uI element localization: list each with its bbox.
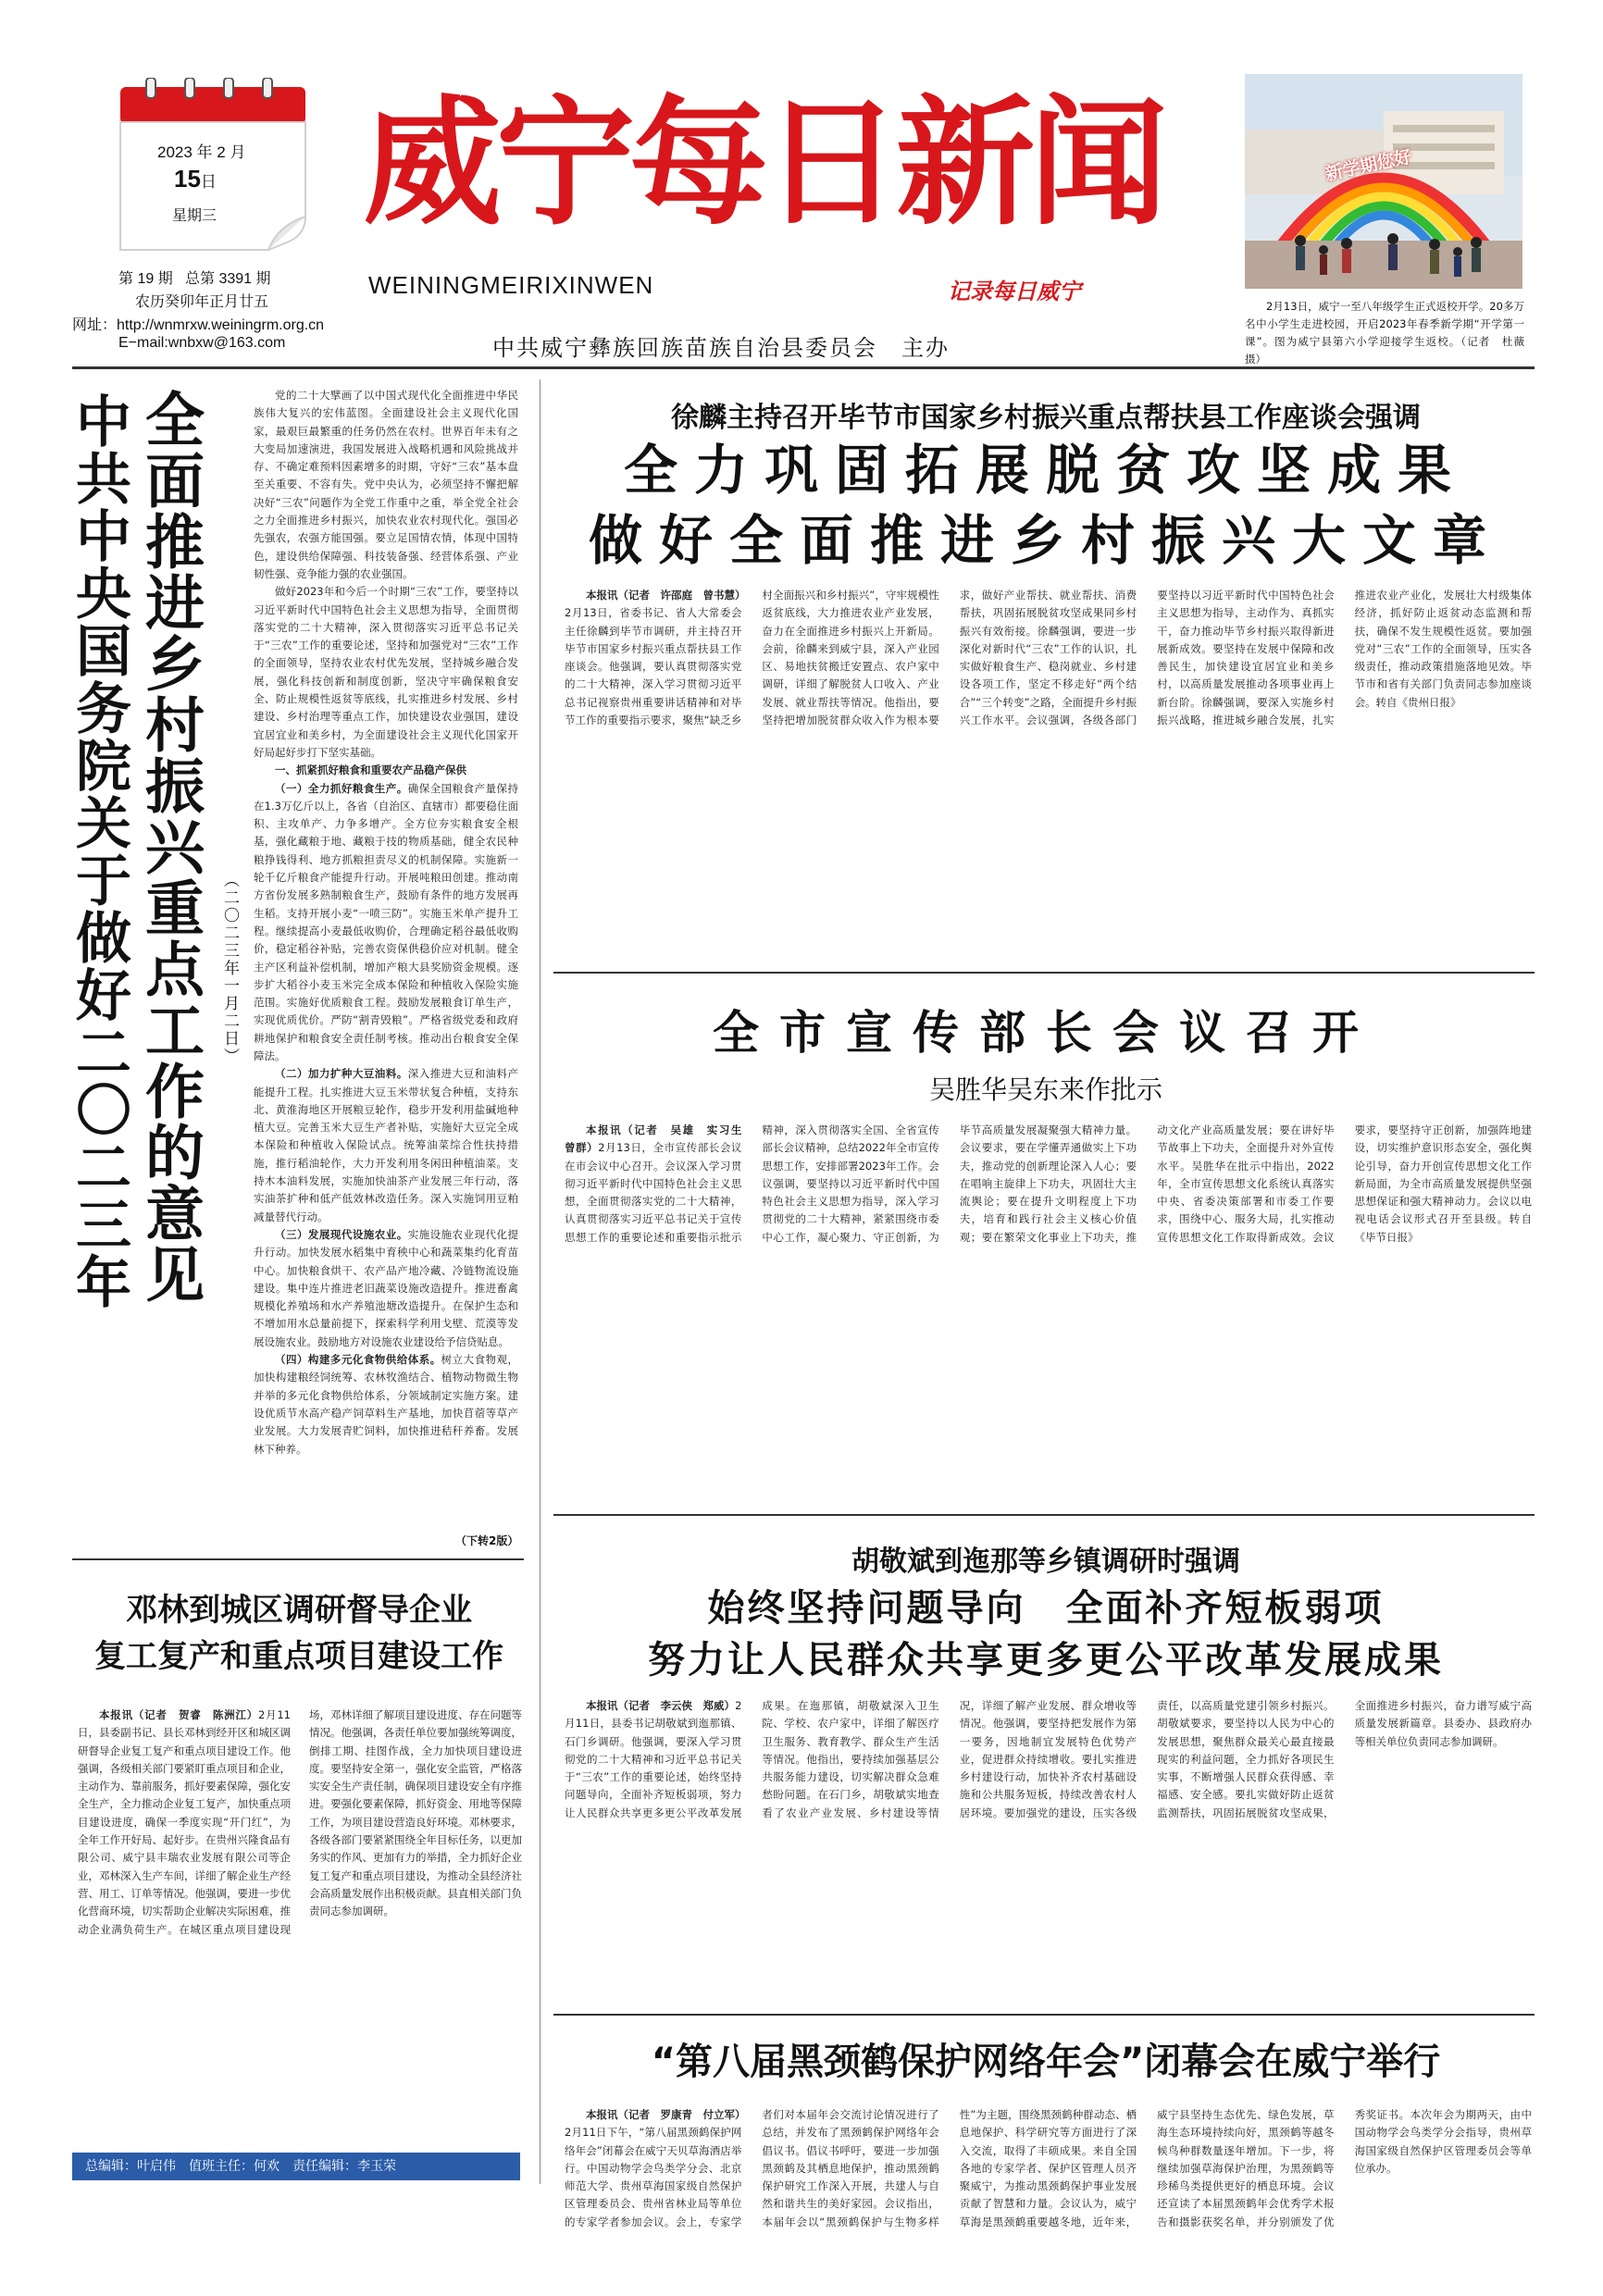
bottom-right-paragraph [565,2106,1532,2231]
bottom-left-text: 2月11日，县委副书记、县长邓林到经开区和城区调研督导企业复工复产和重点项目建设工作。他强调，各级相关部门要紧盯重点项目和企业，主动作为、靠前服务，抓好要素保障，强化安全生产，全力推动企业复工复产，加快重点项目建设进度，确保一季度实现“开门红”，为全年工作开好局、起好步。在贵州兴隆食品有限公司、威宁县丰瑞农业发展有限公司等企业，邓林深入生产车间，详细了解企业生产经营、用工、订单等情况。他强调，要进一步优化营商环境，切实帮助企业解决实际困难，推动企业满负荷生产。在城区重点项目建设现场，邓林详细了解项目建设进度、存在问题等情况。他强调，各责任单位要加强统筹调度，倒排工期、挂图作战，全力加快项目建设进度。要坚持安全第一，强化安全监管，严格落实安全生产责任制，确保项目建设安全有序推进。要强化要素保障，抓好资金、用地等保障工作，为项目建设营造良好环境。邓林要求，各级各部门要紧紧围绕全年目标任务，以更加务实的作风、更加有力的举措，全力抓好企业复工复产和重点项目建设，为推动全县经济社会高质量发展作出积极贡献。县直相关部门负责同志参加调研。 [78,1708,522,1936]
left-article-paragraph [254,780,518,1066]
issue-date: 2023 年 2 月 [157,143,246,161]
issue-day-number: 15 [174,165,201,192]
main1-headline1: 全力巩固拓展脱贫攻坚成果 [623,439,1468,502]
left-article-paragraph: 党的二十大擘画了以中国式现代化全面推进中华民族伟大复兴的宏伟蓝图。全面建设社会主义现代化国家，最艰巨最繁重的任务仍然在农村。世界百年未有之大变局加速演进，我国发展进入战略机遇和风险挑战并存、不确定难预料因素增多的时期，守好“三农”基本盘至关重要、不容有失。党中央认为，必须坚持不懈把解决好“三农”问题作为全党工作重中之重，举全党全社会之力全面推进乡村振兴，加快农业农村现代化。强国必先强农，农强方能国强。要立足国情农情，体现中国特色，建设供给保障强、科技装备强、经营体系强、产业韧性强、竞争能力强的农业强国。 [254,389,518,580]
newspaper-title: 威宁每日新闻 [363,81,1163,244]
editor-footer [72,2153,520,2180]
masthead-photo [1245,74,1522,289]
main3-headline2: 努力让人民群众共享更多更公平改革发展成果 [648,1639,1444,1682]
masthead-divider [72,366,1535,369]
subsection-title: （一）全力抓好粮食生产。 [275,781,408,795]
photo-caption: 2月13日，威宁一至八年级学生正式返校开学。20多万名中小学生走进校园，开启2023年春季新学期“开学第一课”。图为威宁县第六小学迎接学生返校。（记者 杜薇 摄） [1245,300,1535,366]
subsection-text: 深入推进大豆和油料产能提升工程。扎实推进大豆玉米带状复合种植，支持东北、黄淮海地区开展粮豆轮作，稳步开发利用盐碱地种植大豆。完善玉米大豆生产者补贴，实施好大豆完全成本保险和种植收入保险试点。统筹油菜综合性扶持措施，推行稻油轮作，大力开发利用冬闲田种植油菜。支持木本油料发展，实施加快油茶产业发展三年行动，落实油茶扩种和低产低效林改造任务。深入实施饲用豆粕减量替代行动。 [254,1067,518,1223]
main1-text: 2月13日，省委书记、省人大常委会主任徐麟到毕节市调研，并主持召开毕节市国家乡村振兴重点帮扶县工作座谈会。他强调，要认真贯彻落实党的二十大精神，深入学习贯彻习近平总书记视察贵州重要讲话精神和对毕节工作的重要指示要求，聚焦“缺乏乡村全面振兴和乡村振兴”，守牢规模性返贫底线，大力推进农业产业发展，奋力在全面推进乡村振兴上开新局。会前，徐麟来到威宁县，深入产业园区、易地扶贫搬迁安置点、农户家中调研，详细了解脱贫人口收入、产业发展、就业帮扶等情况。他指出，要坚持把增加脱贫群众收入作为根本要求，做好产业帮扶、就业帮扶、消费帮扶，巩固拓展脱贫攻坚成果同乡村振兴有效衔接。徐麟强调，要进一步深化对新时代“三农”工作的认识，扎实做好粮食生产、稳岗就业、乡村建设各项工作，坚定不移走好“两个结合”“三个转变”之路，全面提升乡村振兴工作水平。会议强调，各级各部门要坚持以习近平新时代中国特色社会主义思想为指导，主动作为、真抓实干，奋力推动毕节乡村振兴取得新进展新成效。要坚持在发展中保障和改善民生，加快建设宜居宜业和美乡村，以高质量发展推动各项事业再上新台阶。徐麟强调，要深入实施乡村振兴战略，推进城乡融合发展，扎实推进农业产业化，发展壮大村级集体经济，抓好防止返贫动态监测和帮扶，确保不发生规模性返贫。要加强党对“三农”工作的全面领导，压实各级责任，推动政策措施落地见效。毕节市和省有关部门负责同志参加座谈会。转自《贵州日报》 [565,589,1532,727]
photo-arch-text: 新学期您好 [1323,146,1414,185]
issue-day-suffix: 日 [200,173,217,191]
email-link[interactable]: E−mail:wnbxw@163.com [118,335,286,351]
bottom-left-paragraph [78,1706,522,1939]
main2-paragraph [565,1122,1532,1247]
left-article-date: （二〇二三年一月二日） [220,872,239,1065]
newspaper-slogan: 记录每日威宁 [948,278,1081,304]
vertical-divider [540,379,541,2184]
main2-subheadline: 吴胜华吴东来作批示 [928,1074,1162,1105]
main1-byline: 本报讯（记者 许邵庭 曾书慧） [586,589,746,602]
main3-body [565,1697,1532,2003]
editor-credits: 总编辑：叶启伟 值班主任：何欢 责任编辑：李玉荣 [85,2159,396,2174]
main1-paragraph [565,587,1532,729]
left-article-paragraph [254,1351,518,1458]
bottom-right-text: 2月11日下午，“第八届黑颈鹤保护网络年会”闭幕会在威宁天贝草海酒店举行。中国动物学会鸟类学分会、北京师范大学、贵州草海国家级自然保护区管理委员会、贵州省林业局等单位的专家学者参加会议。会上，专家学者们对本届年会交流讨论情况进行了总结，并发布了黑颈鹤保护网络年会倡议书。倡议书呼吁，要进一步加强黑颈鹤及其栖息地保护，推动黑颈鹤保护研究工作深入开展，共建人与自然和谐共生的美好家园。会议指出，本届年会以“黑颈鹤保护与生物多样性”为主题，围绕黑颈鹤种群动态、栖息地保护、科学研究等方面进行了深入交流，取得了丰硕成果。来自全国各地的专家学者、保护区管理人员齐聚威宁，为推动黑颈鹤保护事业发展贡献了智慧和力量。会议认为，威宁草海是黑颈鹤重要越冬地，近年来，威宁县坚持生态优先、绿色发展，草海生态环境持续向好，黑颈鹤等越冬候鸟种群数量逐年增加。下一步，将继续加强草海保护治理，为黑颈鹤等珍稀鸟类提供更好的栖息环境。会议还宣读了本届黑颈鹤年会优秀学术报告和摄影获奖名单，并分别颁发了优秀奖证书。本次年会为期两天，由中国动物学会鸟类学分会指导，贵州草海国家级自然保护区管理委员会等单位承办。 [565,2108,1532,2228]
bottom-left-headline2: 复工复产和重点项目建设工作 [94,1638,503,1675]
bottom-left-headline1: 邓林到城区调研督导企业 [126,1592,472,1629]
left-article-paragraph: 做好2023年和今后一个时期“三农”工作，要坚持以习近平新时代中国特色社会主义思想为指导，全面贯彻落实党的二十大精神，深入贯彻落实习近平总书记关于“三农”工作的重要论述，坚持和加强党对“三农”工作的全面领导，坚持农业农村优先发展，坚持城乡融合发展，强化科技创新和制度创新，坚决守牢确保粮食安全、防止规模性返贫等底线，扎实推进乡村发展、乡村建设、乡村治理等重点工作，加快建设农业强国，建设宜居宜业和美乡村，为全面建设社会主义现代化国家开好局起好步打下坚实基础。 [254,585,518,759]
left-article-paragraph [254,1065,518,1226]
main3-divider [553,2014,1535,2016]
subsection-title: （四）构建多元化食物供给体系。 [275,1353,441,1367]
bottom-left-byline: 本报讯（记者 贺睿 陈洲江） [99,1708,258,1721]
main1-divider [553,972,1535,974]
main1-body [565,587,1532,957]
subsection-title: （三）发展现代设施农业。 [275,1227,408,1241]
main2-headline: 全市宣传部长会议召开 [713,1006,1379,1060]
left-article-body [254,387,518,1534]
left-column-divider [72,1558,524,1560]
main3-kicker: 胡敬斌到迤那等乡镇调研时强调 [851,1545,1240,1578]
subsection-text: 树立大食物观，加快构建粮经饲统筹、农林牧渔结合、植物动物微生物并举的多元化食物供给体系，分领域制定实施方案。建设优质节水高产稳产饲草料生产基地，加快苜蓿等草产业发展。大力发展青贮饲料，加快推进秸秆养畜。发展林下种养。 [254,1353,518,1456]
subsection-title: （二）加力扩种大豆油料。 [275,1067,408,1081]
main3-byline: 本报讯（记者 李云侠 郑威） [586,1699,736,1712]
bottom-right-body [565,2106,1532,2245]
bottom-left-body [78,1706,522,2141]
issue-number: 第 19 期 总第 3391 期 [118,271,271,287]
publisher-line: 中共威宁彝族回族苗族自治县委员会 主办 [492,335,950,361]
left-article-section-title: 一、抓紧抓好粮食和重要农产品稳产保供 [275,763,466,777]
main3-text: 2月11日，县委书记胡敬斌到迤那镇、石门乡调研。他强调，要深入学习贯彻党的二十大精神和习近平总书记关于“三农”工作的重要论述，始终坚持问题导向，全面补齐短板弱项，努力让人民群众共享更多更公平改革发展成果。在迤那镇，胡敬斌深入卫生院、学校、农户家中，详细了解医疗卫生服务、教育教学、群众生产生活等情况。他指出，要持续加强基层公共服务能力建设，切实解决群众急难愁盼问题。在石门乡，胡敬斌实地查看了农业产业发展、乡村建设等情况，详细了解产业发展、群众增收等情况。他强调，要坚持把发展作为第一要务，因地制宜发展特色优势产业，促进群众持续增收。要扎实推进乡村建设行动，加快补齐农村基础设施和公共服务短板，持续改善农村人居环境。要加强党的建设，压实各级责任，以高质量党建引领乡村振兴。胡敬斌要求，要坚持以人民为中心的发展思想，聚焦群众最关心最直接最现实的利益问题，全力抓好各项民生实事，不断增强人民群众获得感、幸福感、安全感。要扎实做好防止返贫监测帮扶，巩固拓展脱贫攻坚成果，全面推进乡村振兴，奋力谱写威宁高质量发展新篇章。县委办、县政府办等相关单位负责同志参加调研。 [565,1699,1532,1819]
main1-kicker: 徐麟主持召开毕节市国家乡村振兴重点帮扶县工作座谈会强调 [671,402,1421,434]
subsection-text: 确保全国粮食产量保持在1.3万亿斤以上，各省（自治区、直辖市）都要稳住面积、主攻单产、力争多增产。全方位夯实粮食安全根基，强化藏粮于地、藏粮于技的物质基础，健全农民种粮挣钱得利、地方抓粮担责尽义的机制保障。实施新一轮千亿斤粮食产能提升行动。开展吨粮田创建。推动南方省份发展多熟制粮食生产，鼓励有条件的地方发展再生稻。支持开展小麦“一喷三防”。实施玉米单产提升工程。继续提高小麦最低收购价，合理确定稻谷最低收购价，稳定稻谷补贴，完善农资保供稳价应对机制。健全主产区利益补偿机制，增加产粮大县奖励资金规模。逐步扩大稻谷小麦玉米完全成本保险和种植收入保险实施范围。实施好优质粮食工程。鼓励发展粮食订单生产，实现优质优价。严防“割青毁粮”。严格省级党委和政府耕地保护和粮食安全责任制考核。推动出台粮食安全保障法。 [254,781,518,1062]
main3-paragraph [565,1697,1532,1822]
newspaper-pinyin: WEININGMEIRIXINWEN [368,271,654,299]
main2-body [565,1122,1532,1501]
website-link[interactable]: 网址：http://wnmrxw.weiningrm.org.cn [72,317,325,333]
main2-text: 2月13日，全市宣传部长会议在市会议中心召开。会议深入学习贯彻习近平新时代中国特色社会主义思想，全面贯彻落实党的二十大精神，认真贯彻落实习近平总书记关于宣传思想工作的重要论述和重要指示批示精神，深入贯彻落实全国、全省宣传部长会议精神，总结2022年全市宣传思想工作，安排部署2023年工作。会议强调，要坚持以习近平新时代中国特色社会主义思想为指导，深入学习贯彻党的二十大精神，紧紧围绕市委中心工作，凝心聚力、守正创新，为毕节高质量发展凝聚强大精神力量。会议要求，要在学懂弄通做实上下功夫，推动党的创新理论深入人心；要在唱响主旋律上下功夫，巩固壮大主流舆论；要在提升文明程度上下功夫，培育和践行社会主义核心价值观；要在繁荣文化事业上下功夫，推动文化产业高质量发展；要在讲好毕节故事上下功夫，全面提升对外宣传水平。吴胜华在批示中指出，2022年，全市宣传思想文化系统认真落实中央、省委决策部署和市委工作要求，围绕中心、服务大局，扎实推动宣传思想文化工作取得新成效。会议要求，要坚持守正创新，加强阵地建设，切实维护意识形态安全，强化舆论引导，奋力开创宣传思想文化工作新局面，为全市高质量发展提供坚强思想保证和强大精神动力。会议以电视电话会议形式召开至县级。转自《毕节日报》 [565,1123,1532,1244]
issue-weekday: 星期三 [172,208,217,224]
main1-headline2: 做好全面推进乡村振兴大文章 [588,509,1503,572]
lunar-date: 农历癸卯年正月廿五 [135,294,269,310]
bottom-right-headline: “第八届黑颈鹤保护网络年会”闭幕会在威宁举行 [651,2041,1441,2083]
left-article-title-col1: 中共中央国务院关于做好二〇二三年 [67,392,131,1310]
subsection-text: 实施设施农业现代化提升行动。加快发展水稻集中育秧中心和蔬菜集约化育苗中心。加快粮食烘干、农产品产地冷藏、冷链物流设施建设。集中连片推进老旧蔬菜设施改造提升。推进畜禽规模化养殖场和水产养殖池塘改造提升。在保护生态和不增加用水总量前提下，探索科学利用戈壁、荒漠等发展设施农业。鼓励地方对设施农业建设给予信贷贴息。 [254,1227,518,1348]
bottom-right-byline: 本报讯（记者 罗康青 付立军） [586,2108,746,2121]
issue-day [174,165,217,193]
left-article-continue[interactable]: （下转2版） [452,1533,518,1548]
main3-headline1: 始终坚持问题导向 全面补齐短板弱项 [707,1587,1385,1630]
left-article-paragraph [254,1226,518,1351]
main2-byline: 本报讯（记者 吴雄 实习生 曾群） [565,1123,752,1155]
main2-divider [553,1514,1535,1516]
left-article-title-col2: 全面推进乡村振兴重点工作的意见 [135,389,204,1305]
